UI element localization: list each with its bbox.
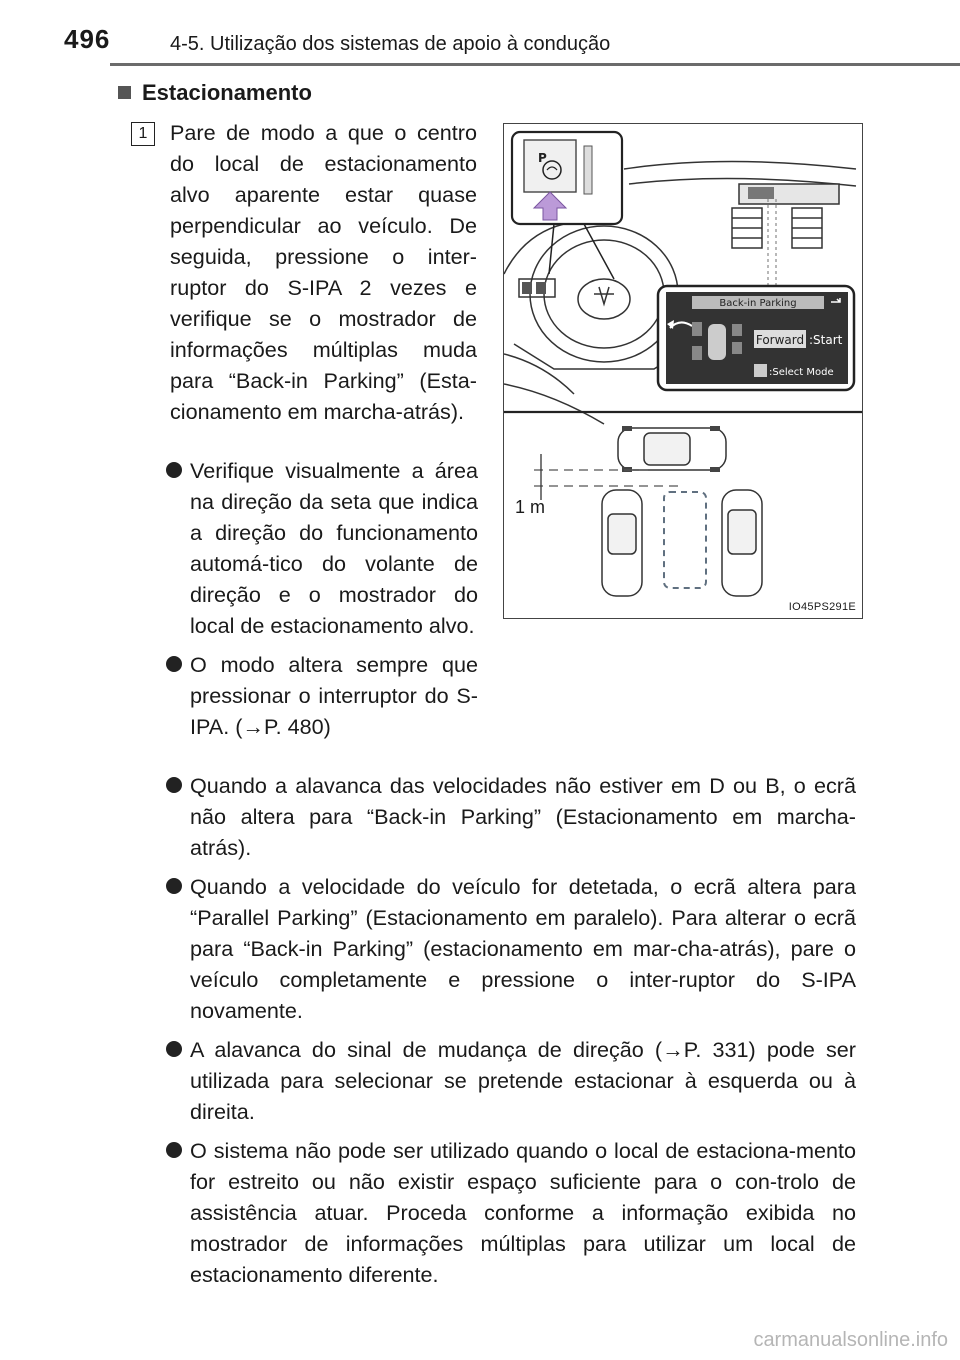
parking-illustration — [503, 123, 863, 619]
start-label: :Start — [809, 333, 843, 347]
svg-text:P: P — [538, 151, 547, 165]
bullet-dot-icon — [166, 878, 182, 894]
section-heading — [118, 80, 312, 106]
step-text-block — [170, 117, 477, 427]
bullet-dot-icon — [166, 462, 182, 478]
screen-title: Back-in Parking — [719, 298, 797, 309]
list-item — [166, 871, 856, 1026]
header-rule — [110, 63, 960, 66]
illustration-graphic — [504, 124, 862, 618]
step-number-box: 1 — [131, 122, 155, 146]
select-mode-label: :Select Mode — [769, 367, 834, 378]
distance-label: 1 m — [515, 497, 546, 517]
bullet-dot-icon — [166, 1142, 182, 1158]
section-title: Estacionamento — [142, 80, 312, 105]
list-item — [166, 1034, 856, 1127]
square-bullet-icon — [118, 86, 131, 99]
forward-label: Forward — [755, 333, 805, 347]
list-item — [166, 1135, 856, 1290]
bullet-text: Verifique visualmente a área na direção da seta que indica a direção do funcionamento automá-tico do volante de direção e o mostrador do local de estacionamento alvo. — [190, 458, 478, 638]
figure-code: IO45PS291E — [788, 601, 856, 613]
page-header — [0, 0, 960, 66]
page-number: 496 — [64, 24, 111, 54]
bullet-dot-icon — [166, 656, 182, 672]
cars-diagram — [602, 428, 762, 596]
list-item — [166, 455, 478, 641]
chapter-title: 4-5. Utilização dos sistemas de apoio à condução — [170, 33, 611, 55]
bullet-text: Quando a alavanca das velocidades não estiver em D ou B, o ecrã não altera para “Back-in Parking” (Estacionamento em marcha-atrás). — [190, 773, 856, 860]
bullet-text: Quando a velocidade do veículo for detetada, o ecrã altera para “Parallel Parking” (Estacionamento em paralelo). Para alterar o ecrã para “Back-in Parking” (estacionamento em mar-cha-atrás), pare o veículo completamente e pressione o inter-ruptor do S-IPA novamente. — [190, 874, 856, 1023]
list-item — [166, 770, 856, 863]
bullet-text: O sistema não pode ser utilizado quando o local de estaciona-mento for estreito ou não existir espaço suficiente para o con-trolo de assistência atuar. Proceda conforme a informação exibida no mostrador de informações múltiplas para utilizar um local de estacionamento diferente. — [190, 1138, 856, 1287]
list-item — [166, 649, 478, 742]
bullet-text: A alavanca do sinal de mudança de direção (→P. 331) pode ser utilizada para selecionar se pretende estacionar à esquerda ou à direita. — [190, 1037, 856, 1124]
bullet-list — [166, 770, 856, 1298]
step-text: Pare de modo a que o centro do local de estacionamento alvo aparente estar quase perpendicular ao veículo. De seguida, pressione o inter-ruptor do S-IPA 2 vezes e verifique se o mostrador de informações múltiplas muda para “Back-in Parking” (Esta-cionamento em marcha-atrás). — [170, 120, 477, 424]
bullet-text: O modo altera sempre que pressionar o interruptor do S-IPA. (→P. 480) — [190, 652, 478, 739]
watermark: carmanualsonline.info — [753, 1329, 948, 1351]
sub-bullet-list — [166, 455, 478, 750]
bullet-dot-icon — [166, 777, 182, 793]
bullet-dot-icon — [166, 1041, 182, 1057]
target-parking-space — [664, 492, 706, 588]
